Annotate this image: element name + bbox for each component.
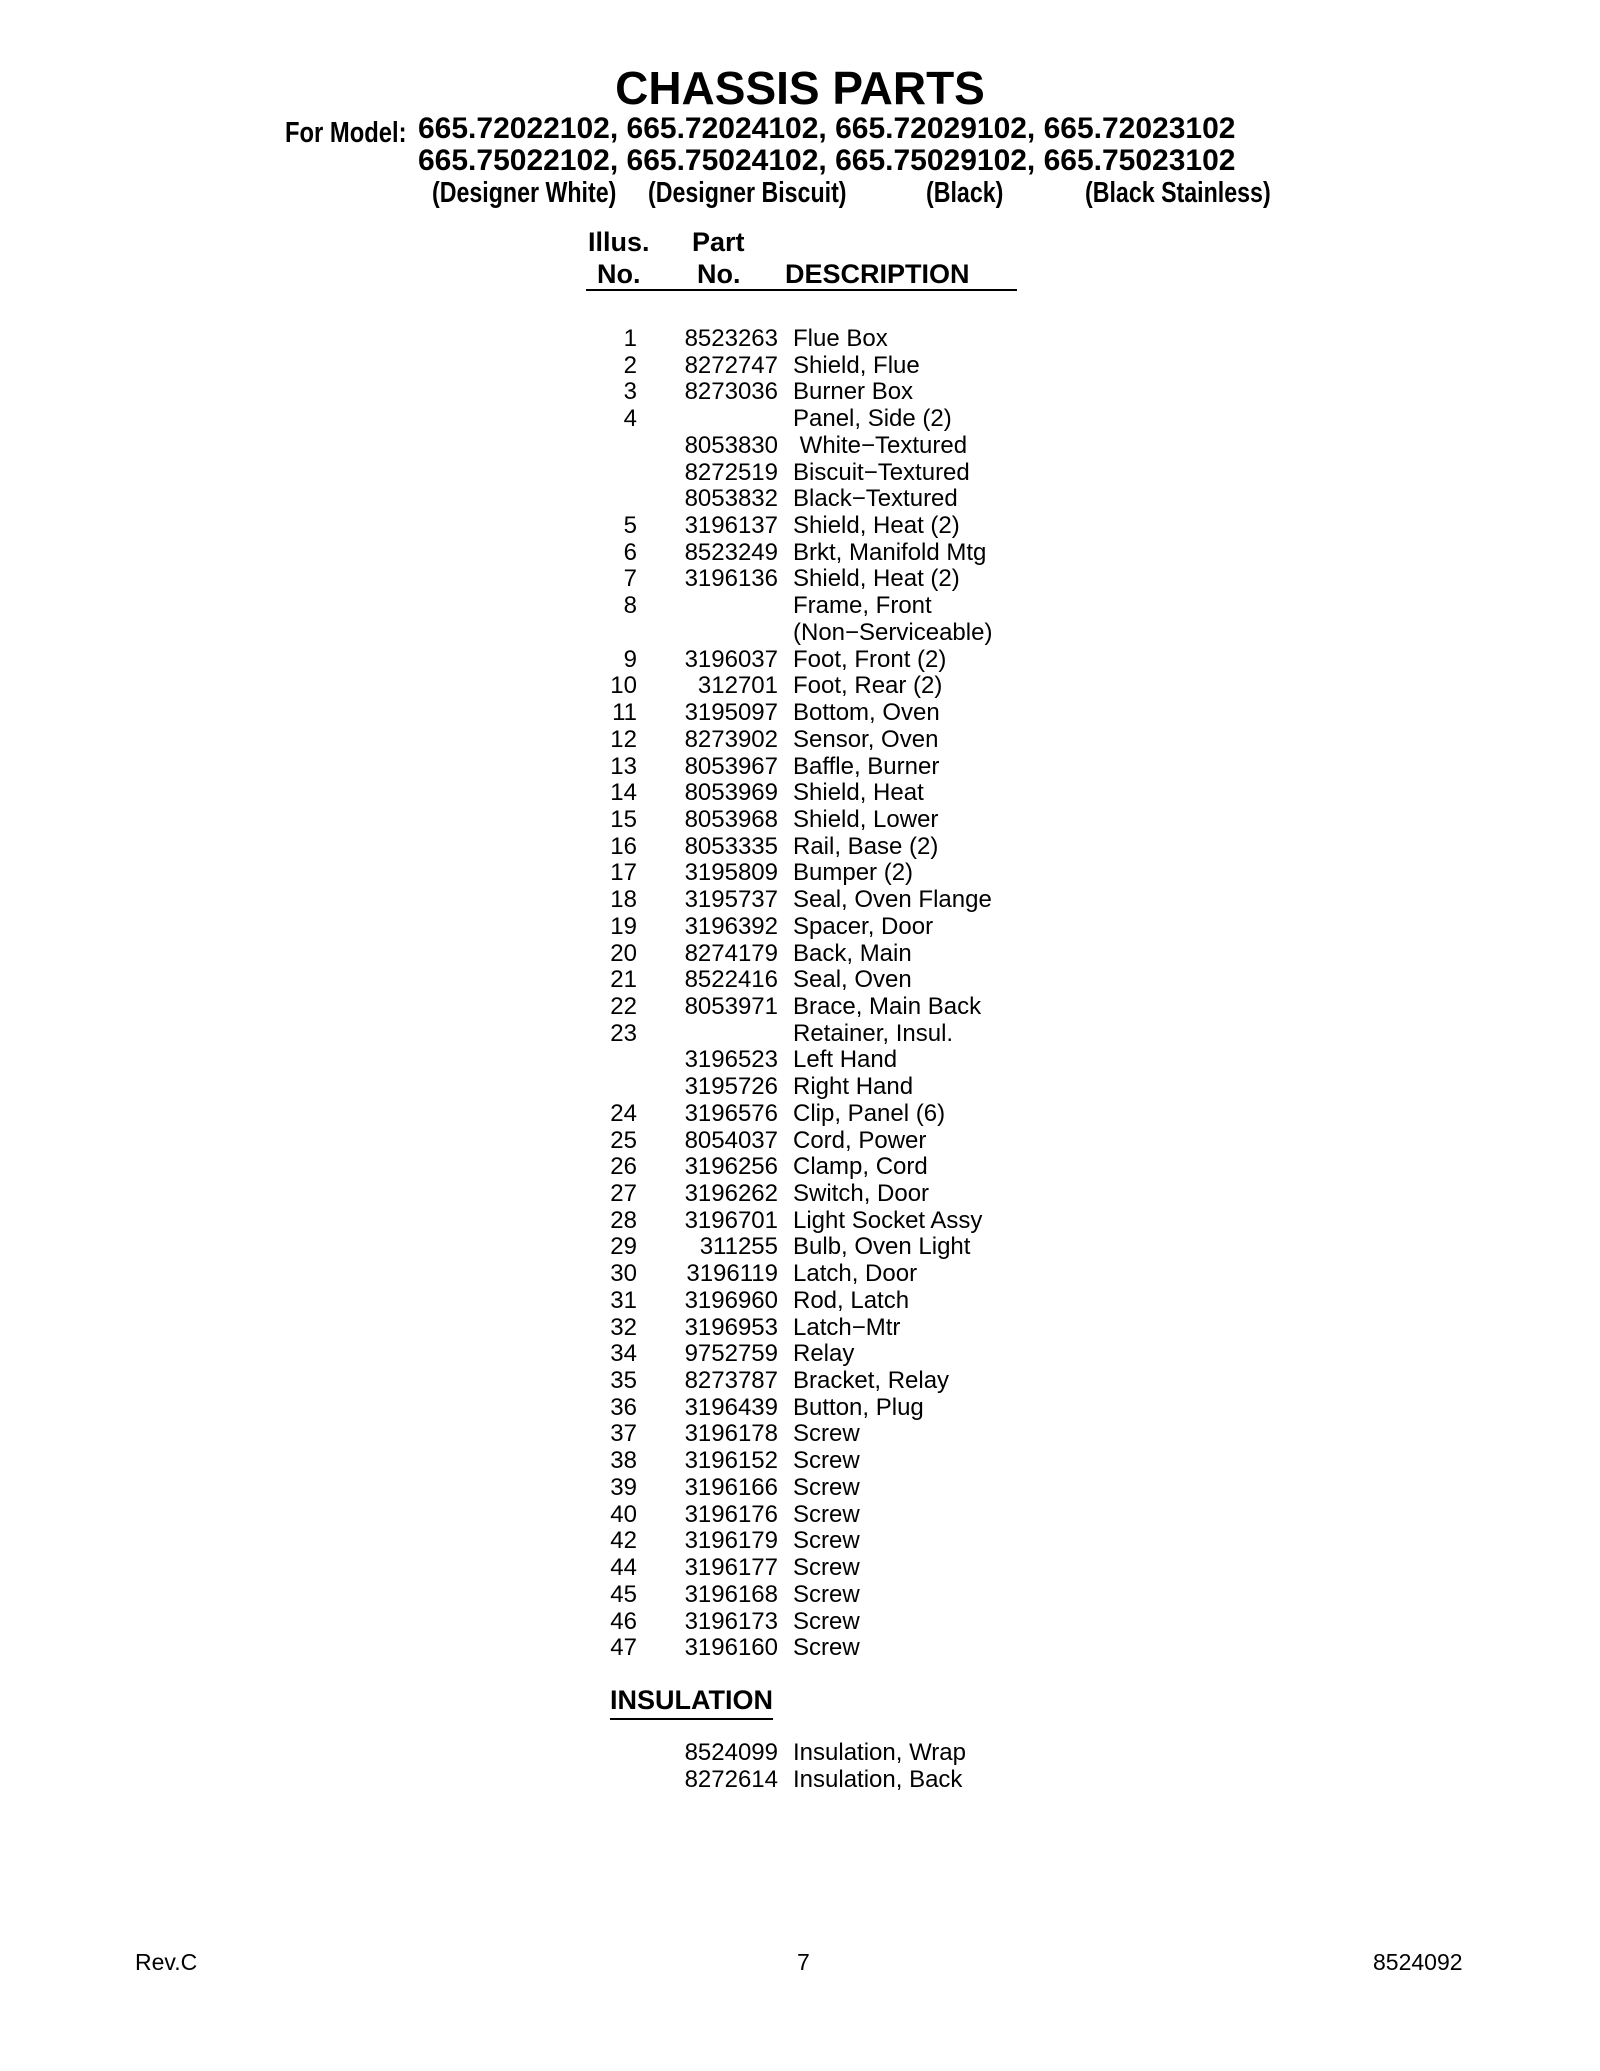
illus-number: 10 — [610, 672, 637, 700]
part-description: Bracket, Relay — [793, 1367, 950, 1395]
illus-number: 25 — [610, 1126, 637, 1154]
part-number: 3195726 — [684, 1073, 778, 1101]
part-number: 8053832 — [684, 485, 778, 513]
part-description: Seal, Oven Flange — [793, 886, 992, 914]
part-number: 8053969 — [684, 779, 778, 807]
part-description: Screw — [793, 1473, 860, 1501]
table-row — [0, 1740, 1600, 1767]
table-row — [0, 593, 1600, 620]
part-description: Bumper (2) — [793, 859, 914, 887]
table-row — [0, 1208, 1600, 1235]
table-row — [0, 780, 1600, 807]
part-description: Shield, Flue — [793, 351, 920, 379]
part-number: 3196523 — [684, 1046, 778, 1074]
part-description: Rod, Latch — [793, 1286, 910, 1314]
part-description: Rail, Base (2) — [793, 832, 939, 860]
footer-page-number: 7 — [797, 1949, 810, 1975]
part-description: Brkt, Manifold Mtg — [793, 538, 987, 566]
header-part-line2: No. — [697, 259, 741, 289]
part-number: 3196136 — [684, 565, 778, 593]
illus-number: 37 — [610, 1420, 637, 1448]
table-row — [0, 433, 1600, 460]
table-row — [0, 647, 1600, 674]
part-description: Switch, Door — [793, 1180, 930, 1207]
part-description: Foot, Rear (2) — [793, 672, 943, 700]
table-row — [0, 994, 1600, 1021]
illus-number: 32 — [610, 1313, 637, 1341]
table-row — [0, 754, 1600, 781]
part-number: 3196262 — [684, 1180, 778, 1207]
header-part-line1: Part — [692, 227, 745, 257]
variant-black-stainless: (Black Stainless) — [1085, 177, 1271, 209]
illus-number: 38 — [610, 1447, 637, 1475]
illus-number: 34 — [610, 1340, 637, 1368]
table-row — [0, 1767, 1600, 1794]
part-description: Left Hand — [793, 1046, 898, 1074]
illus-number: 3 — [623, 378, 637, 406]
table-row — [0, 1074, 1600, 1101]
header-illus-line2: No. — [597, 259, 641, 289]
table-row — [0, 326, 1600, 353]
part-description: White−Textured — [793, 431, 968, 459]
part-number: 8053335 — [684, 832, 778, 860]
part-number: 3196179 — [684, 1527, 778, 1555]
part-description: Bottom, Oven — [793, 699, 940, 727]
table-row — [0, 1021, 1600, 1048]
part-description: Foot, Front (2) — [793, 645, 947, 673]
part-number: 8273036 — [684, 378, 778, 406]
illus-number: 8 — [623, 592, 637, 620]
table-row — [0, 1101, 1600, 1128]
footer-revision: Rev.C — [135, 1949, 198, 1975]
illus-number: 29 — [610, 1233, 637, 1261]
part-description: Screw — [793, 1607, 860, 1635]
part-number: 3196953 — [684, 1313, 778, 1341]
table-row — [0, 486, 1600, 513]
illus-number: 27 — [610, 1180, 637, 1207]
part-number: 3196392 — [684, 912, 778, 940]
part-description: Sensor, Oven — [793, 725, 939, 753]
illus-number: 26 — [610, 1153, 637, 1181]
part-description: Latch−Mtr — [793, 1313, 901, 1341]
table-row — [0, 620, 1600, 647]
table-row — [0, 1315, 1600, 1342]
table-row — [0, 1128, 1600, 1155]
table-row — [0, 1047, 1600, 1074]
variant-black: (Black) — [926, 177, 1004, 209]
table-row — [0, 1234, 1600, 1261]
illus-number: 46 — [610, 1607, 637, 1635]
illus-number: 17 — [610, 859, 637, 887]
illus-number: 13 — [610, 752, 637, 780]
part-description: Biscuit−Textured — [793, 458, 970, 486]
table-row — [0, 513, 1600, 540]
illus-number: 30 — [610, 1260, 637, 1288]
part-description: Shield, Heat — [793, 779, 924, 807]
part-number: 3196960 — [684, 1286, 778, 1314]
table-row — [0, 941, 1600, 968]
part-description: Clamp, Cord — [793, 1153, 928, 1181]
table-row — [0, 1395, 1600, 1422]
part-number: 8524099 — [684, 1739, 778, 1766]
illus-number: 47 — [610, 1634, 637, 1662]
part-number: 8523263 — [684, 325, 778, 352]
table-row — [0, 887, 1600, 914]
part-number: 8053968 — [684, 805, 778, 833]
table-row — [0, 1528, 1600, 1555]
table-row — [0, 1609, 1600, 1636]
illus-number: 39 — [610, 1473, 637, 1501]
illus-number: 40 — [610, 1500, 637, 1528]
part-number: 3196256 — [684, 1153, 778, 1181]
table-row — [0, 1288, 1600, 1315]
illus-number: 11 — [612, 699, 637, 727]
illus-number: 28 — [610, 1206, 637, 1234]
part-number: 8053971 — [684, 992, 778, 1020]
header-illus-line1: Illus. — [588, 227, 650, 257]
table-row — [0, 1635, 1600, 1662]
model-numbers-line-1: 665.72022102, 665.72024102, 665.72029102, 665.72023102 — [418, 112, 1236, 145]
part-description: Light Socket Assy — [793, 1206, 983, 1234]
part-description: Insulation, Wrap — [793, 1739, 966, 1766]
table-row — [0, 727, 1600, 754]
part-number: 3196176 — [684, 1500, 778, 1528]
table-row — [0, 540, 1600, 567]
part-number: 3196160 — [684, 1634, 778, 1662]
part-number: 3196173 — [684, 1607, 778, 1635]
part-number: 3195097 — [684, 699, 778, 727]
part-number: 3196119 — [686, 1260, 778, 1288]
part-description: Burner Box — [793, 378, 914, 406]
part-number: 8274179 — [684, 939, 778, 967]
part-number: 8272747 — [684, 351, 778, 379]
illus-number: 12 — [610, 725, 637, 753]
part-number: 3196576 — [684, 1099, 778, 1127]
illus-number: 20 — [610, 939, 637, 967]
part-number: 3196701 — [684, 1206, 778, 1234]
illus-number: 15 — [610, 805, 637, 833]
part-number: 3196037 — [684, 645, 778, 673]
part-description: Flue Box — [793, 325, 888, 352]
table-row — [0, 379, 1600, 406]
part-description: (Non−Serviceable) — [793, 618, 993, 646]
table-row — [0, 1421, 1600, 1448]
part-number: 3196439 — [684, 1393, 778, 1421]
variant-designer-biscuit: (Designer Biscuit) — [648, 177, 847, 209]
illus-number: 44 — [610, 1554, 637, 1582]
part-description: Brace, Main Back — [793, 992, 982, 1020]
illus-number: 35 — [610, 1367, 637, 1395]
table-row — [0, 566, 1600, 593]
part-number: 312701 — [697, 672, 778, 700]
part-number: 8272519 — [684, 458, 778, 486]
illus-number: 36 — [610, 1393, 637, 1421]
model-numbers-line-2: 665.75022102, 665.75024102, 665.75029102, 665.75023102 — [418, 144, 1236, 177]
part-description: Cord, Power — [793, 1126, 927, 1154]
part-number: 8522416 — [684, 966, 778, 994]
illus-number: 9 — [623, 645, 637, 673]
table-row — [0, 967, 1600, 994]
part-number: 8272614 — [684, 1765, 778, 1793]
part-description: Shield, Heat (2) — [793, 512, 960, 540]
header-description: DESCRIPTION — [785, 259, 970, 289]
part-description: Insulation, Back — [793, 1765, 963, 1793]
part-description: Screw — [793, 1554, 860, 1582]
table-row — [0, 1555, 1600, 1582]
table-row — [0, 914, 1600, 941]
illus-number: 42 — [610, 1527, 637, 1555]
part-description: Relay — [793, 1340, 855, 1368]
part-number: 8053830 — [684, 431, 778, 459]
part-description: Screw — [793, 1447, 860, 1475]
table-row — [0, 1261, 1600, 1288]
part-description: Panel, Side (2) — [793, 405, 952, 433]
part-description: Frame, Front — [793, 592, 932, 620]
part-number: 9752759 — [684, 1340, 778, 1368]
illus-number: 7 — [623, 565, 637, 593]
table-row — [0, 807, 1600, 834]
illus-number: 4 — [623, 405, 637, 433]
model-label: For Model: — [285, 117, 407, 149]
part-number: 3196166 — [684, 1473, 778, 1501]
part-description: Bulb, Oven Light — [793, 1233, 971, 1261]
part-description: Latch, Door — [793, 1260, 918, 1288]
part-description: Button, Plug — [793, 1393, 924, 1421]
part-number: 3196152 — [684, 1447, 778, 1475]
illus-number: 45 — [610, 1580, 637, 1608]
illus-number: 22 — [610, 992, 637, 1020]
illus-number: 16 — [610, 832, 637, 860]
table-row — [0, 1368, 1600, 1395]
part-description: Spacer, Door — [793, 912, 934, 940]
table-row — [0, 1341, 1600, 1368]
header-rule — [586, 289, 1017, 291]
illus-number: 1 — [623, 325, 637, 352]
illus-number: 24 — [610, 1099, 637, 1127]
footer-doc-number: 8524092 — [1373, 1949, 1463, 1975]
part-description: Screw — [793, 1420, 860, 1448]
part-number: 3195737 — [684, 886, 778, 914]
part-description: Seal, Oven — [793, 966, 912, 994]
illus-number: 23 — [610, 1019, 637, 1047]
part-description: Black−Textured — [793, 485, 958, 513]
table-row — [0, 1181, 1600, 1208]
page-title: CHASSIS PARTS — [615, 62, 985, 114]
part-description: Screw — [793, 1500, 860, 1528]
illus-number: 21 — [610, 966, 637, 994]
table-row — [0, 834, 1600, 861]
part-description: Baffle, Burner — [793, 752, 940, 780]
variant-designer-white: (Designer White) — [432, 177, 617, 209]
part-description: Back, Main — [793, 939, 912, 967]
illus-number: 2 — [623, 351, 637, 379]
part-description: Right Hand — [793, 1073, 914, 1101]
part-number: 8273902 — [684, 725, 778, 753]
illus-number: 5 — [623, 512, 637, 540]
parts-list — [0, 326, 1600, 1662]
part-number: 8273787 — [684, 1367, 778, 1395]
table-row — [0, 406, 1600, 433]
illus-number: 14 — [610, 779, 637, 807]
table-row — [0, 1448, 1600, 1475]
table-row — [0, 1582, 1600, 1609]
part-number: 3195809 — [684, 859, 778, 887]
part-number: 8053967 — [684, 752, 778, 780]
part-description: Clip, Panel (6) — [793, 1099, 946, 1127]
part-number: 3196177 — [684, 1554, 778, 1582]
part-description: Shield, Heat (2) — [793, 565, 960, 593]
table-row — [0, 1475, 1600, 1502]
part-number: 3196168 — [684, 1580, 778, 1608]
insulation-list — [0, 1740, 1600, 1793]
part-description: Retainer, Insul. — [793, 1019, 954, 1047]
part-number: 8054037 — [684, 1126, 778, 1154]
table-row — [0, 700, 1600, 727]
part-number: 311255 — [699, 1233, 778, 1261]
table-row — [0, 860, 1600, 887]
part-number: 3196178 — [684, 1420, 778, 1448]
table-row — [0, 1154, 1600, 1181]
illus-number: 31 — [610, 1286, 637, 1314]
part-number: 3196137 — [684, 512, 778, 540]
table-row — [0, 1502, 1600, 1529]
illus-number: 19 — [610, 912, 637, 940]
part-description: Shield, Lower — [793, 805, 939, 833]
illus-number: 6 — [623, 538, 637, 566]
table-row — [0, 353, 1600, 380]
part-description: Screw — [793, 1634, 860, 1662]
table-row — [0, 460, 1600, 487]
part-number: 8523249 — [684, 538, 778, 566]
insulation-heading: INSULATION — [610, 1684, 773, 1720]
table-row — [0, 673, 1600, 700]
part-description: Screw — [793, 1580, 860, 1608]
illus-number: 18 — [610, 886, 637, 914]
part-description: Screw — [793, 1527, 860, 1555]
